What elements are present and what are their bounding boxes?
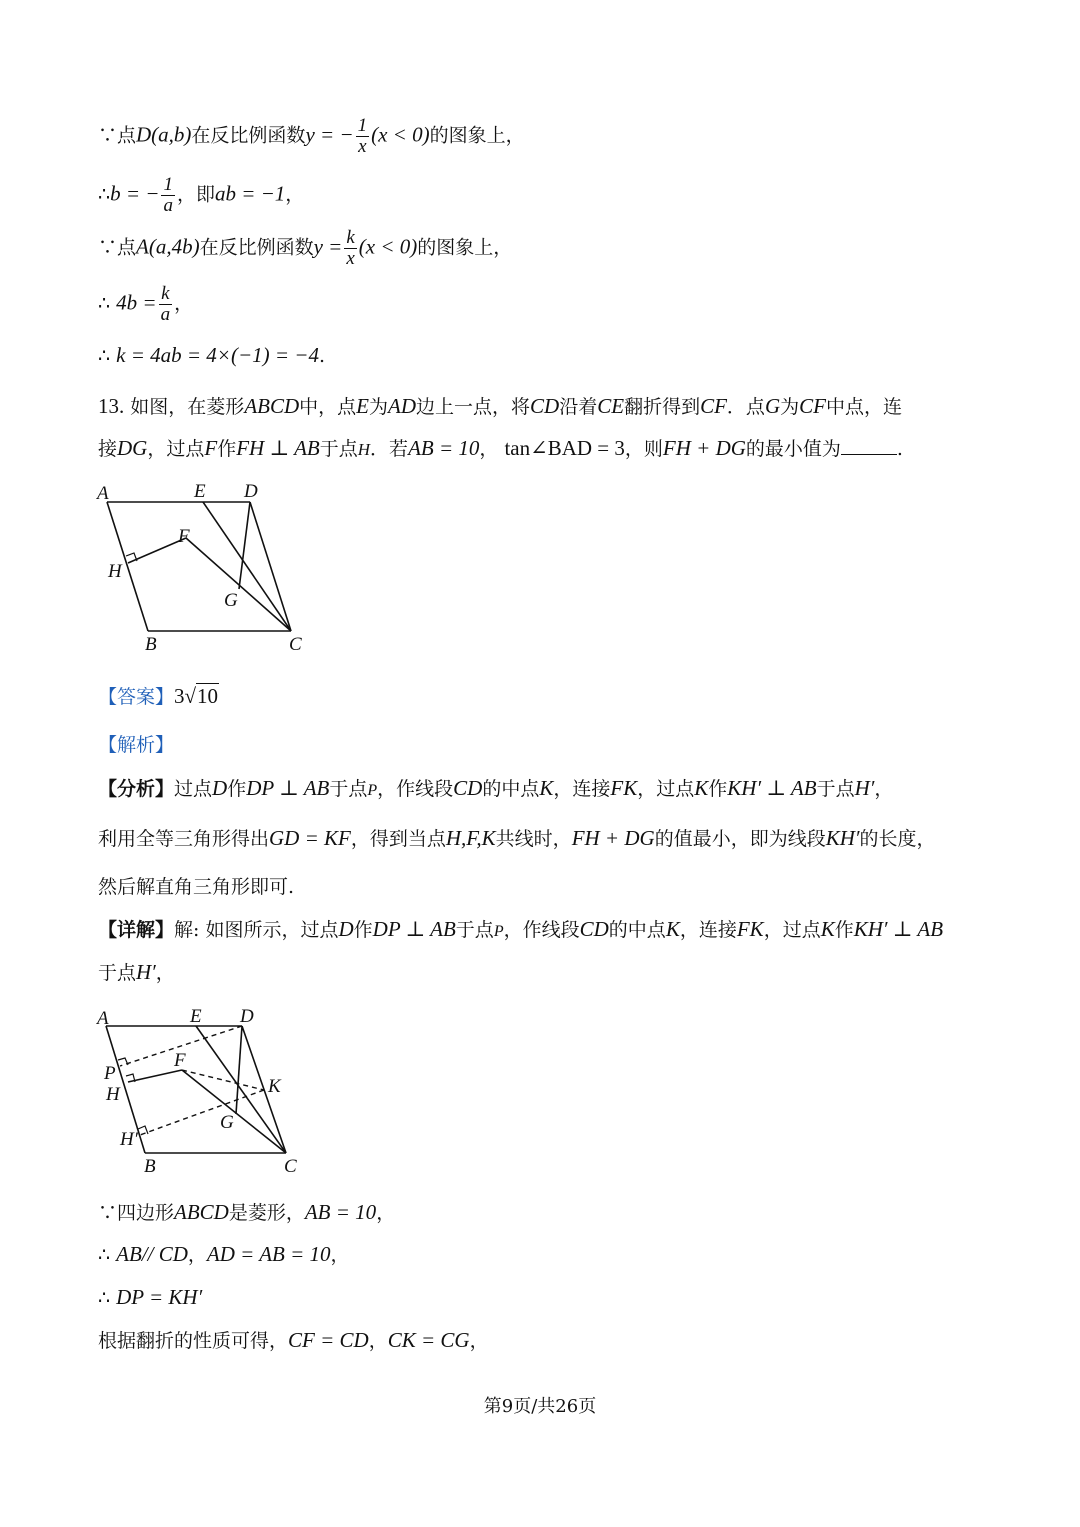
- math-expression: H: [357, 440, 371, 459]
- proof-line-1: [98, 1202, 395, 1223]
- math-expression: KH′ ⊥ AB: [727, 776, 817, 800]
- text-segment: 在反比例函数: [191, 124, 306, 147]
- math-expression: CD: [453, 776, 483, 800]
- math-expression: (x < 0): [371, 122, 430, 147]
- label-c: C: [289, 634, 302, 655]
- fraction-numerator: k: [159, 284, 173, 305]
- text-segment: 的值最小，即为线段: [654, 828, 826, 850]
- math-expression: A(a,4b): [136, 234, 200, 259]
- math-expression: K: [665, 917, 680, 941]
- math-expression: CD: [579, 917, 609, 941]
- because-text: ∵四边形: [98, 1202, 175, 1224]
- label-p: P: [104, 1063, 116, 1084]
- text-segment: 作: [353, 919, 373, 941]
- segment-dg: [239, 502, 250, 589]
- text-segment: 于点: [329, 778, 368, 800]
- text-segment: 的图象上，: [429, 124, 525, 147]
- fraction-denominator: x: [358, 135, 367, 157]
- math-expression: K: [820, 917, 835, 941]
- fenxi-line-2: [98, 828, 936, 849]
- math-expression: DP ⊥ AB: [372, 917, 456, 941]
- math-expression: KH′: [825, 826, 860, 850]
- text-segment: ，得到当点: [350, 828, 446, 850]
- fraction-numerator: k: [346, 227, 355, 248]
- text-segment: 的长度，: [859, 828, 936, 850]
- math-expression: AD = AB = 10: [206, 1242, 331, 1266]
- math-expression: DP = KH′: [116, 1285, 203, 1309]
- text-segment: 是菱形，: [228, 1202, 305, 1224]
- text-segment: ，: [376, 1202, 396, 1224]
- text-segment: 作: [834, 919, 854, 941]
- segment-fh: [128, 1070, 182, 1082]
- text-segment: 的最小值为: [745, 438, 841, 460]
- label-b: B: [145, 634, 157, 655]
- text-segment: ，: [285, 183, 305, 206]
- math-expression: AB = 10: [304, 1200, 377, 1224]
- therefore-text: ∴: [98, 1244, 111, 1266]
- text-segment: ，过点: [763, 919, 821, 941]
- page-footer: 第9页/共26页: [483, 1396, 597, 1417]
- text-segment: 作: [227, 778, 247, 800]
- label-c: C: [284, 1156, 297, 1177]
- fraction: [344, 228, 356, 269]
- segment-dg: [236, 1026, 242, 1114]
- text-segment: .: [318, 345, 326, 367]
- text-segment: 的中点: [482, 778, 540, 800]
- math-expression: D: [212, 776, 228, 800]
- math-expression: AB// CD: [116, 1242, 188, 1266]
- answer-coefficient: 3: [174, 684, 185, 708]
- therefore-text: ∴: [98, 183, 111, 206]
- text-segment: 于点: [98, 962, 137, 984]
- proof-line-2: [98, 1244, 350, 1265]
- edge-dc: [250, 502, 291, 631]
- answer-blank: [841, 438, 897, 455]
- therefore-text: ∴: [98, 1287, 111, 1309]
- text-segment: 中点，连: [825, 396, 902, 418]
- text-segment: 翻折得到: [624, 396, 701, 418]
- math-expression: k = 4ab = 4×(−1) = −4: [116, 343, 319, 367]
- fraction-numerator: 1: [357, 115, 368, 136]
- text-segment: 沿着: [559, 396, 598, 418]
- math-expression: CF: [799, 394, 826, 418]
- math-expression: FH + DG: [571, 826, 655, 850]
- math-expression: DG: [117, 436, 148, 460]
- text-segment: ，连接: [679, 919, 737, 941]
- math-expression: 4b =: [116, 290, 157, 315]
- fraction: [356, 116, 370, 157]
- label-a: A: [97, 483, 109, 504]
- math-expression: H′: [136, 960, 156, 984]
- text-segment: .: [896, 438, 903, 460]
- label-h: H: [106, 1084, 120, 1105]
- math-expression: H′: [854, 776, 875, 800]
- solution-line-1: [98, 116, 525, 157]
- text-segment: 为: [780, 396, 800, 418]
- math-expression: E: [356, 394, 369, 418]
- math-expression: FH + DG: [662, 436, 746, 460]
- math-expression: b = −: [110, 181, 160, 206]
- fraction: [159, 284, 173, 325]
- math-expression: FK: [610, 776, 638, 800]
- text-segment: ，连接: [553, 778, 611, 800]
- text-segment: 解: 如图所示，过点: [174, 919, 339, 941]
- math-expression: y =: [313, 234, 343, 259]
- math-expression: CE: [597, 394, 625, 418]
- solution-line-3: [98, 228, 512, 269]
- math-expression: tan∠BAD = 3: [504, 436, 625, 460]
- math-expression: P: [493, 923, 504, 940]
- label-g: G: [224, 590, 238, 611]
- math-expression: AD: [388, 394, 416, 418]
- label-f: F: [178, 526, 190, 547]
- label-d: D: [244, 481, 258, 502]
- text-segment: 根据翻折的性质可得，: [98, 1330, 289, 1352]
- figure-rhombus-1: [90, 476, 330, 661]
- problem-number: 13.: [98, 394, 125, 418]
- text-segment: 如图，在菱形: [130, 396, 245, 418]
- segment-fc: [186, 538, 291, 631]
- math-expression: K: [694, 776, 709, 800]
- fraction-denominator: a: [160, 303, 171, 325]
- text-segment: ．点: [726, 396, 765, 418]
- label-k: K: [268, 1076, 281, 1097]
- fraction-denominator: x: [346, 247, 355, 269]
- math-expression: D(a,b): [136, 122, 192, 147]
- solution-line-4: [98, 284, 193, 325]
- math-expression: D: [338, 917, 354, 941]
- solution-line-2: [98, 175, 304, 216]
- text-segment: 为: [368, 396, 388, 418]
- text-segment: 于点: [319, 438, 358, 460]
- text-segment: 边上一点，将: [416, 396, 531, 418]
- math-expression: (x < 0): [358, 234, 418, 259]
- proof-line-3: [98, 1287, 202, 1308]
- because-text: ∵点: [98, 124, 137, 147]
- text-segment: ，: [469, 1330, 489, 1352]
- text-segment: ，: [330, 1244, 350, 1266]
- text-segment: ，: [368, 1330, 388, 1352]
- dashed-kh-prime: [140, 1090, 264, 1135]
- math-expression: ab = −1: [214, 181, 286, 206]
- text-segment: 作: [217, 438, 237, 460]
- text-segment: 于点: [816, 778, 855, 800]
- text-segment: ，过点: [637, 778, 695, 800]
- fraction: [161, 175, 175, 216]
- math-expression: G: [764, 394, 781, 418]
- xiangjie-line-2: [98, 962, 175, 983]
- text-segment: ，作线段: [503, 919, 580, 941]
- text-segment: 接: [98, 438, 118, 460]
- fraction-numerator: 1: [163, 174, 173, 195]
- label-e: E: [194, 481, 206, 502]
- proof-line-4: [98, 1330, 489, 1351]
- text-segment: ，作线段: [377, 778, 454, 800]
- therefore-text: ∴: [98, 292, 111, 315]
- math-expression: KH′ ⊥ AB: [853, 917, 944, 941]
- text-segment: 的图象上，: [417, 236, 513, 259]
- math-expression: CF = CD: [288, 1328, 369, 1352]
- therefore-text: ∴: [98, 345, 111, 367]
- answer-line: 【答案】3√10: [98, 684, 219, 708]
- answer-tag: 【答案】: [98, 686, 175, 708]
- solution-line-5: [98, 345, 325, 366]
- text-segment: 利用全等三角形得出: [98, 828, 270, 850]
- label-a: A: [97, 1008, 109, 1029]
- math-expression: K: [539, 776, 554, 800]
- fenxi-tag: 【分析】: [98, 778, 175, 800]
- math-expression: H,F,K: [445, 826, 496, 850]
- math-expression: DP ⊥ AB: [246, 776, 330, 800]
- text-segment: ，: [187, 1244, 207, 1266]
- math-expression: F: [204, 436, 218, 460]
- math-expression: FK: [736, 917, 764, 941]
- text-segment: ，: [174, 292, 194, 315]
- label-h-prime: H′: [120, 1129, 138, 1150]
- text-segment: ，即: [176, 183, 215, 206]
- label-h: H: [108, 561, 122, 582]
- fraction-denominator: a: [163, 194, 173, 216]
- fenxi-line-1: [98, 778, 893, 799]
- text-segment: 的中点: [608, 919, 666, 941]
- math-expression: P: [367, 782, 378, 799]
- math-expression: AB = 10: [408, 436, 480, 460]
- problem-13-line-2: [98, 438, 903, 459]
- problem-13-line-1: [98, 396, 902, 417]
- math-expression: CF: [700, 394, 727, 418]
- figure-rhombus-2: [90, 1002, 330, 1182]
- math-expression: ABCD: [244, 394, 300, 418]
- math-expression: ABCD: [174, 1200, 229, 1224]
- text-segment: 共线时，: [495, 828, 572, 850]
- text-segment: 过点: [174, 778, 213, 800]
- label-d: D: [240, 1006, 254, 1027]
- analysis-tag: 【解析】: [98, 734, 175, 756]
- text-segment: 在反比例函数: [199, 236, 314, 259]
- text-segment: ．若: [370, 438, 409, 460]
- text-segment: ，: [874, 778, 894, 800]
- text-segment: ，: [155, 962, 175, 984]
- label-g: G: [220, 1112, 234, 1133]
- because-text: ∵点: [98, 236, 137, 259]
- label-b: B: [144, 1156, 156, 1177]
- text-segment: 于点: [455, 919, 494, 941]
- math-expression: CD: [530, 394, 560, 418]
- answer-radicand: 10: [197, 684, 219, 708]
- xiangjie-tag: 【详解】: [98, 919, 175, 941]
- text-segment: ，过点: [147, 438, 205, 460]
- text-segment: ，: [479, 438, 499, 460]
- math-expression: y = −: [305, 122, 354, 147]
- label-e: E: [190, 1006, 202, 1027]
- math-expression: CK = CG: [387, 1328, 470, 1352]
- fenxi-line-3: 然后解直角三角形即可.: [98, 876, 295, 898]
- text-segment: 作: [708, 778, 728, 800]
- math-expression: FH ⊥ AB: [236, 436, 320, 460]
- math-expression: GD = KF: [269, 826, 351, 850]
- text-segment: ，则: [624, 438, 663, 460]
- xiangjie-line-1: [98, 919, 943, 940]
- label-f: F: [174, 1050, 186, 1071]
- text-segment: 中，点: [299, 396, 357, 418]
